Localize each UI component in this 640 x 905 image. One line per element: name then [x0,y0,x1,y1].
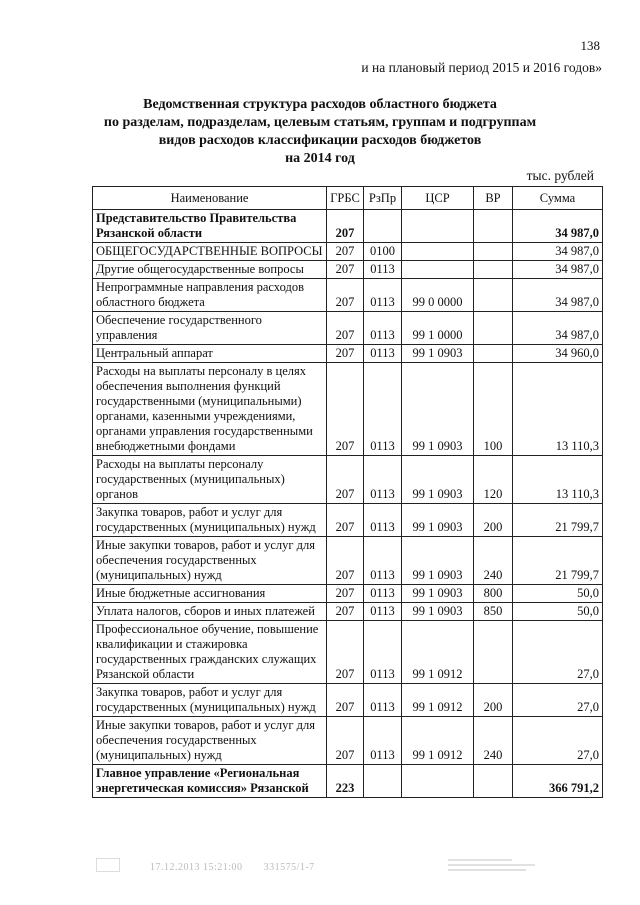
row-sum: 34 987,0 [513,279,603,312]
table-row [93,243,603,261]
row-csr: 99 1 0903 [402,345,474,363]
row-grbs: 207 [327,456,364,504]
row-rzpr: 0113 [364,621,402,684]
row-sum: 34 987,0 [513,312,603,345]
header-vr: ВР [474,187,513,210]
row-name: Расходы на выплаты персоналу государственных (муниципальных) органов [93,456,327,504]
row-csr: 99 1 0903 [402,537,474,585]
header-grbs: ГРБС [327,187,364,210]
row-grbs: 207 [327,504,364,537]
row-csr [402,243,474,261]
row-rzpr: 0113 [364,345,402,363]
row-rzpr [364,765,402,798]
row-name: Представительство Правительства Рязанской области [93,210,327,243]
footer-doc-code: 331575/1-7 [263,862,315,873]
row-csr: 99 1 0000 [402,312,474,345]
row-grbs: 207 [327,684,364,717]
row-csr: 99 1 0903 [402,603,474,621]
header-rzpr: РзПр [364,187,402,210]
table-row [93,585,603,603]
page-number: 138 [580,38,600,53]
title-line-1: Ведомственная структура расходов областного бюджета [143,97,497,112]
row-sum: 34 987,0 [513,243,603,261]
row-rzpr: 0113 [364,279,402,312]
table-row [93,717,603,765]
row-csr [402,261,474,279]
table-header-row [93,187,603,210]
row-grbs: 207 [327,603,364,621]
row-csr: 99 0 0000 [402,279,474,312]
header-csr: ЦСР [402,187,474,210]
units-label: тыс. рублей [526,168,594,183]
row-vr: 800 [474,585,513,603]
row-rzpr: 0113 [364,312,402,345]
row-vr [474,312,513,345]
row-vr [474,210,513,243]
row-vr [474,765,513,798]
scan-corner-mark [96,858,120,872]
table-row [93,456,603,504]
row-rzpr: 0100 [364,243,402,261]
row-rzpr: 0113 [364,603,402,621]
document-title [0,96,640,168]
table-row [93,684,603,717]
row-csr: 99 1 0903 [402,504,474,537]
row-vr: 850 [474,603,513,621]
row-csr: 99 1 0903 [402,456,474,504]
table-row [93,279,603,312]
row-grbs: 207 [327,345,364,363]
row-grbs: 223 [327,765,364,798]
row-name: Профессиональное обучение, повышение квалификации и стажировка государственных гражданских служащих Рязанской области [93,621,327,684]
faded-stamp-mark [448,856,540,878]
row-grbs: 207 [327,537,364,585]
row-vr [474,243,513,261]
row-name: Другие общегосударственные вопросы [93,261,327,279]
document-subtitle: и на плановый период 2015 и 2016 годов» [361,60,602,75]
row-rzpr: 0113 [364,504,402,537]
row-rzpr: 0113 [364,363,402,456]
row-rzpr: 0113 [364,456,402,504]
row-sum: 21 799,7 [513,537,603,585]
row-csr: 99 1 0912 [402,621,474,684]
footer-stamp [150,862,333,873]
row-vr: 120 [474,456,513,504]
row-name: Непрограммные направления расходов областного бюджета [93,279,327,312]
table-row [93,504,603,537]
row-grbs: 207 [327,243,364,261]
row-grbs: 207 [327,621,364,684]
row-name: Центральный аппарат [93,345,327,363]
row-vr: 200 [474,504,513,537]
row-grbs: 207 [327,585,364,603]
row-vr: 200 [474,684,513,717]
row-vr: 240 [474,537,513,585]
row-rzpr [364,210,402,243]
table-row [93,363,603,456]
row-vr: 100 [474,363,513,456]
row-rzpr: 0113 [364,717,402,765]
row-sum: 50,0 [513,585,603,603]
row-vr [474,279,513,312]
row-name: Иные бюджетные ассигнования [93,585,327,603]
title-line-2: по разделам, подразделам, целевым статьям, группам и подгруппам [103,115,537,130]
table-row [93,261,603,279]
footer-timestamp: 17.12.2013 15:21:00 [150,862,243,873]
row-csr: 99 1 0912 [402,684,474,717]
row-sum: 13 110,3 [513,363,603,456]
row-csr [402,765,474,798]
title-line-3: видов расходов классификации расходов бюджетов [158,133,482,148]
row-rzpr: 0113 [364,585,402,603]
row-rzpr: 0113 [364,537,402,585]
row-grbs: 207 [327,363,364,456]
row-csr: 99 1 0912 [402,717,474,765]
row-csr: 99 1 0903 [402,585,474,603]
row-grbs: 207 [327,279,364,312]
row-sum: 27,0 [513,684,603,717]
header-sum: Сумма [513,187,603,210]
row-name: Главное управление «Региональная энергетическая комиссия» Рязанской [93,765,327,798]
row-grbs: 207 [327,717,364,765]
row-sum: 21 799,7 [513,504,603,537]
row-name: Уплата налогов, сборов и иных платежей [93,603,327,621]
table-row [93,345,603,363]
row-csr: 99 1 0903 [402,363,474,456]
row-sum: 34 960,0 [513,345,603,363]
row-sum: 50,0 [513,603,603,621]
title-line-4: на 2014 год [285,151,355,166]
table-row [93,537,603,585]
row-vr: 240 [474,717,513,765]
row-name: ОБЩЕГОСУДАРСТВЕННЫЕ ВОПРОСЫ [93,243,327,261]
row-vr [474,621,513,684]
row-rzpr: 0113 [364,261,402,279]
row-grbs: 207 [327,312,364,345]
row-name: Расходы на выплаты персоналу в целях обеспечения выполнения функций государственными (муниципальными) органами, казенными учреждениями, органами управления государственными внебюджетными фондами [93,363,327,456]
row-name: Обеспечение государственного управления [93,312,327,345]
row-csr [402,210,474,243]
row-grbs: 207 [327,210,364,243]
row-name: Иные закупки товаров, работ и услуг для обеспечения государственных (муниципальных) нужд [93,717,327,765]
row-sum: 366 791,2 [513,765,603,798]
row-name: Закупка товаров, работ и услуг для государственных (муниципальных) нужд [93,684,327,717]
table-row [93,210,603,243]
table-row [93,603,603,621]
table-row [93,312,603,345]
row-sum: 13 110,3 [513,456,603,504]
row-sum: 34 987,0 [513,261,603,279]
table-row [93,765,603,798]
row-sum: 34 987,0 [513,210,603,243]
row-sum: 27,0 [513,621,603,684]
row-vr [474,261,513,279]
row-vr [474,345,513,363]
row-name: Закупка товаров, работ и услуг для государственных (муниципальных) нужд [93,504,327,537]
row-sum: 27,0 [513,717,603,765]
header-name: Наименование [93,187,327,210]
table-row [93,621,603,684]
row-rzpr: 0113 [364,684,402,717]
row-name: Иные закупки товаров, работ и услуг для обеспечения государственных (муниципальных) нужд [93,537,327,585]
budget-table [92,186,603,798]
row-grbs: 207 [327,261,364,279]
